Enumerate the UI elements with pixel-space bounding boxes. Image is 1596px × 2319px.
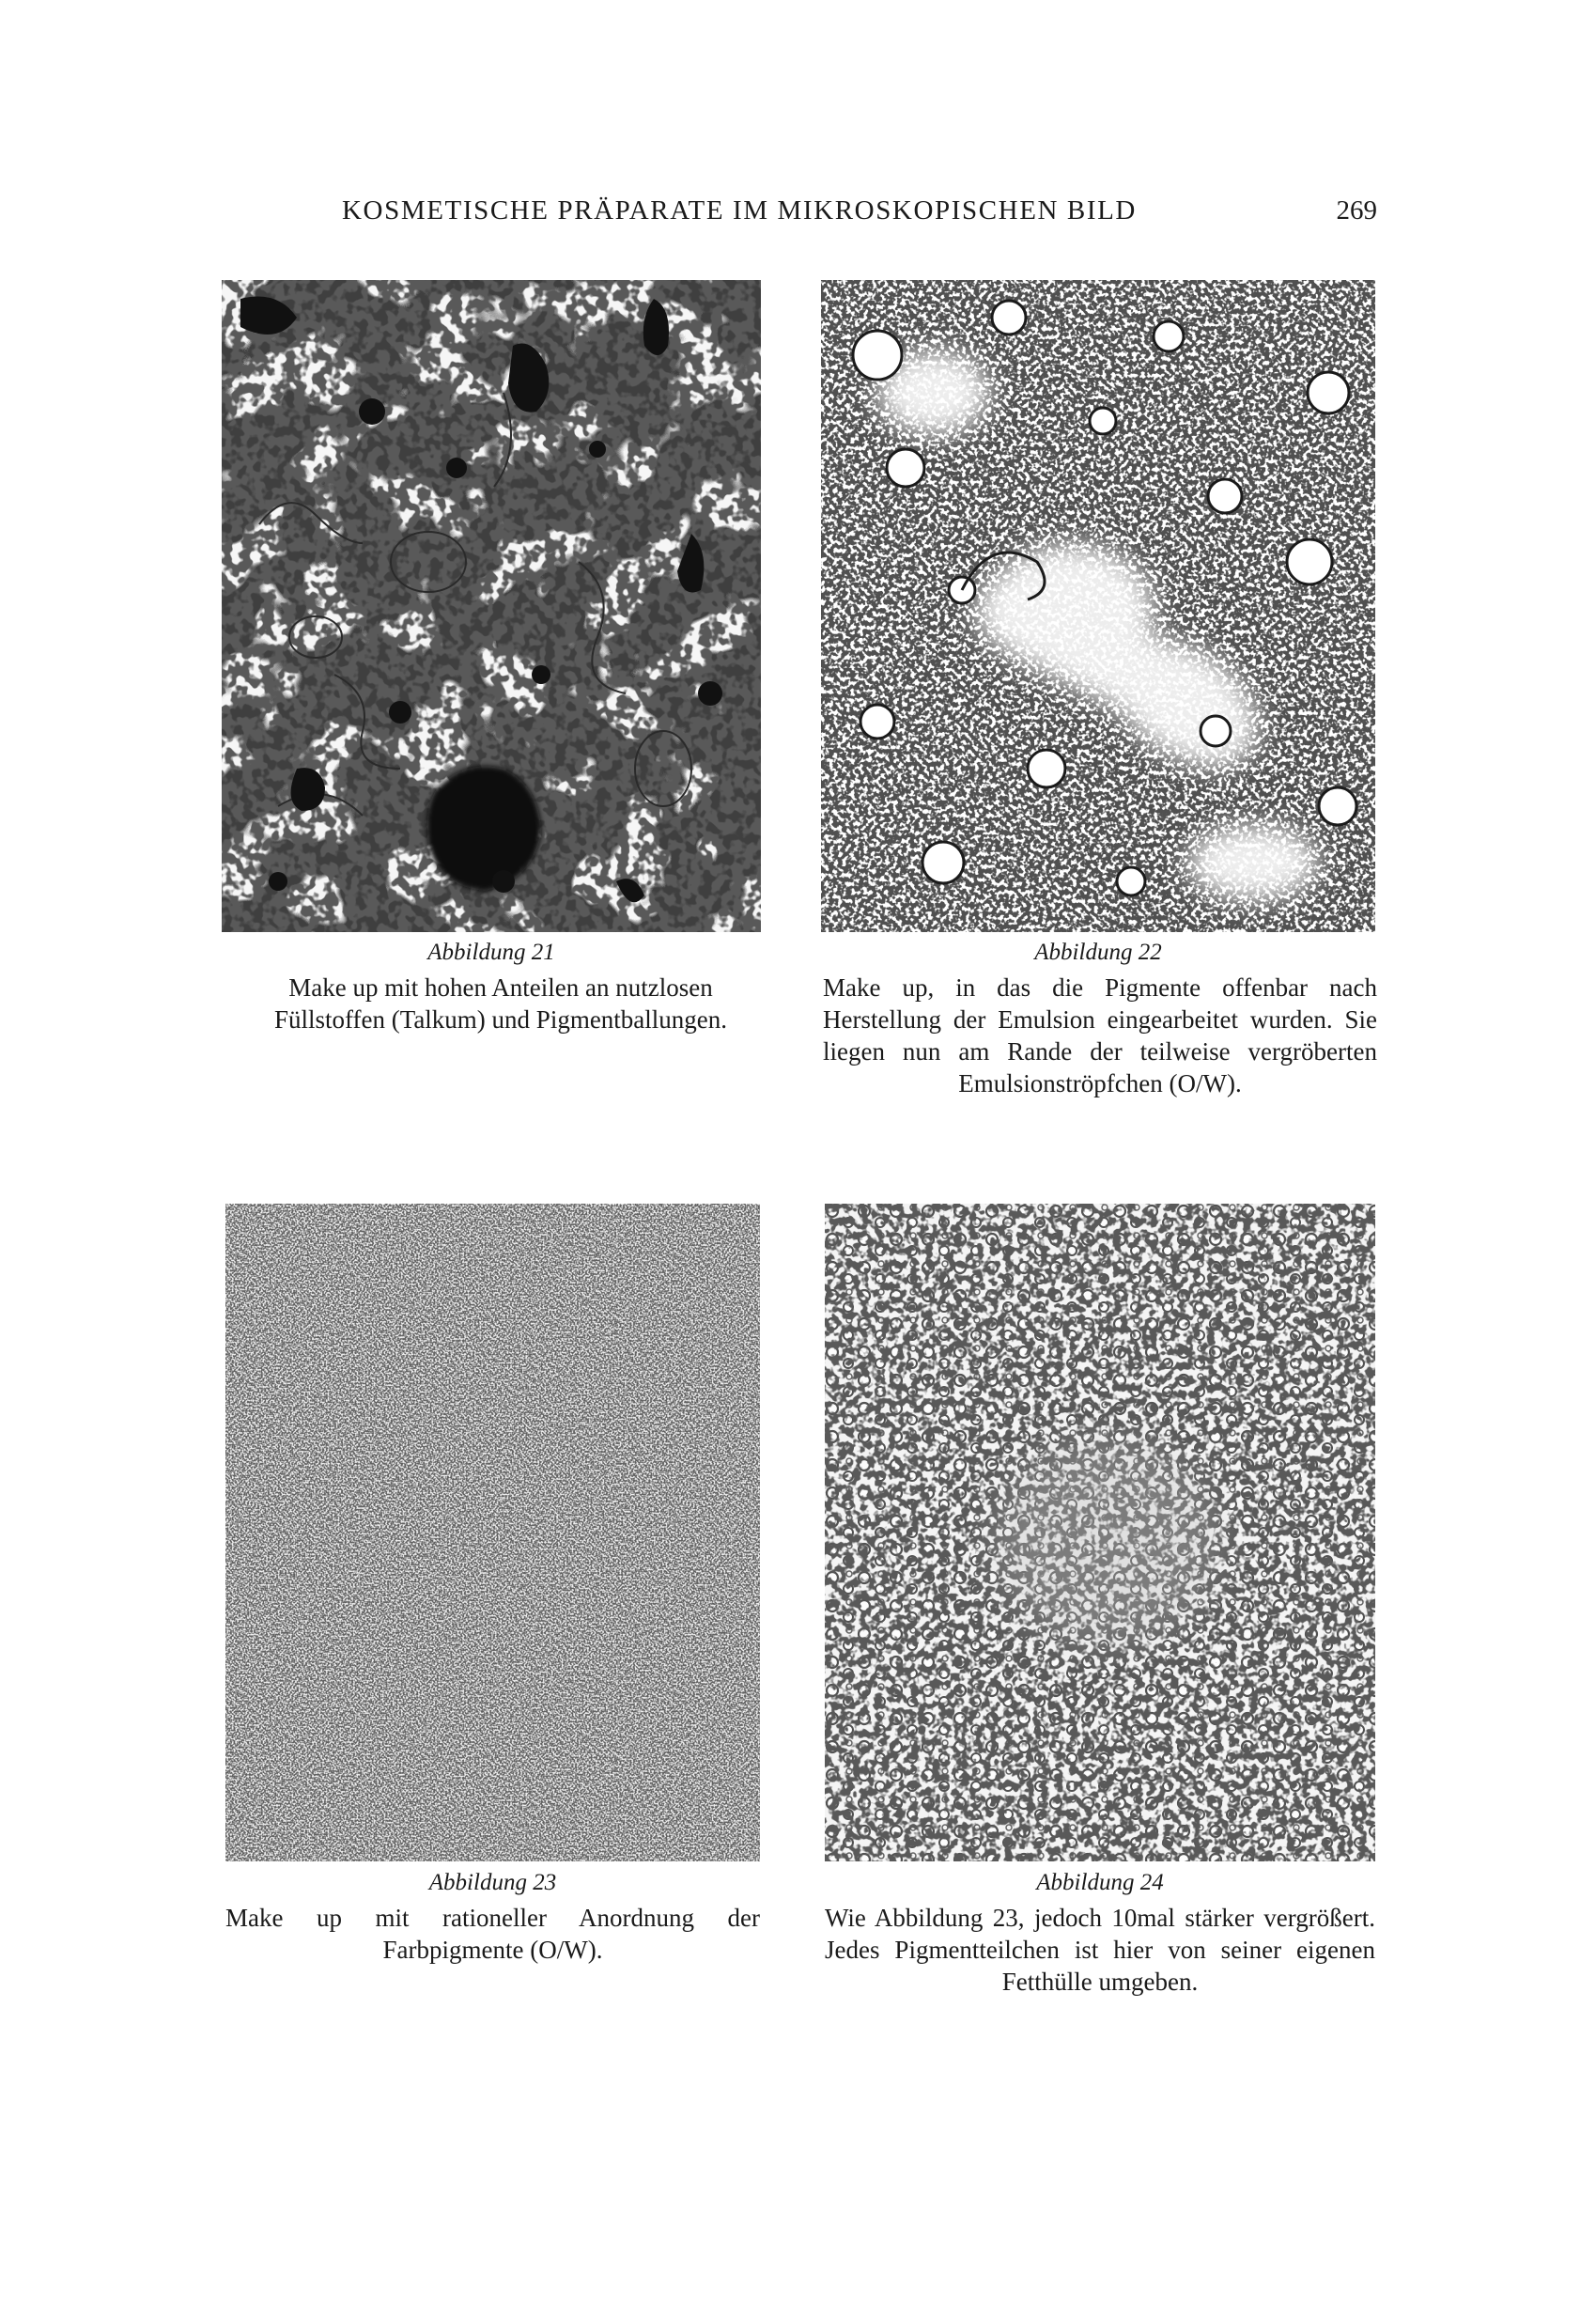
micrograph-22 — [821, 280, 1375, 932]
running-title: KOSMETISCHE PRÄPARATE IM MIKROSKOPISCHEN BILD — [342, 195, 1137, 226]
micrograph-23 — [225, 1204, 760, 1861]
micrograph-22-image — [821, 280, 1375, 932]
micrograph-21 — [222, 280, 761, 932]
figure-22-label: Abbildung 22 — [1034, 940, 1162, 965]
figure-24-label: Abbildung 24 — [1036, 1870, 1164, 1895]
page-number: 269 — [1336, 195, 1377, 226]
figure-24-caption: Wie Abbildung 23, jedoch 10mal stärker vergrößert. Jedes Pigmentteilchen ist hier von seiner eigenen Fetthülle umgeben. — [825, 1904, 1375, 1996]
figure-21-label: Abbildung 21 — [427, 940, 555, 965]
figure-23-caption: Make up mit rationeller Anordnung der Farbpigmente (O/W). — [225, 1904, 760, 1964]
figure-22-caption: Make up, in das die Pigmente offenbar nach Herstellung der Emulsion eingearbeitet wurden. Sie liegen nun am Rande der teilweise vergröberten Emulsionströpfchen (O/W). — [823, 973, 1377, 1097]
micrograph-23-image — [225, 1204, 760, 1861]
figure-21-caption: Make up mit hohen Anteilen an nutzlosen Füllstoffen (Talkum) und Pigmentballungen. — [273, 973, 728, 1034]
running-header — [342, 195, 1377, 233]
micrograph-24 — [825, 1204, 1375, 1861]
micrograph-21-image — [222, 280, 761, 932]
figure-23-label: Abbildung 23 — [428, 1870, 557, 1895]
micrograph-24-image — [825, 1204, 1375, 1861]
